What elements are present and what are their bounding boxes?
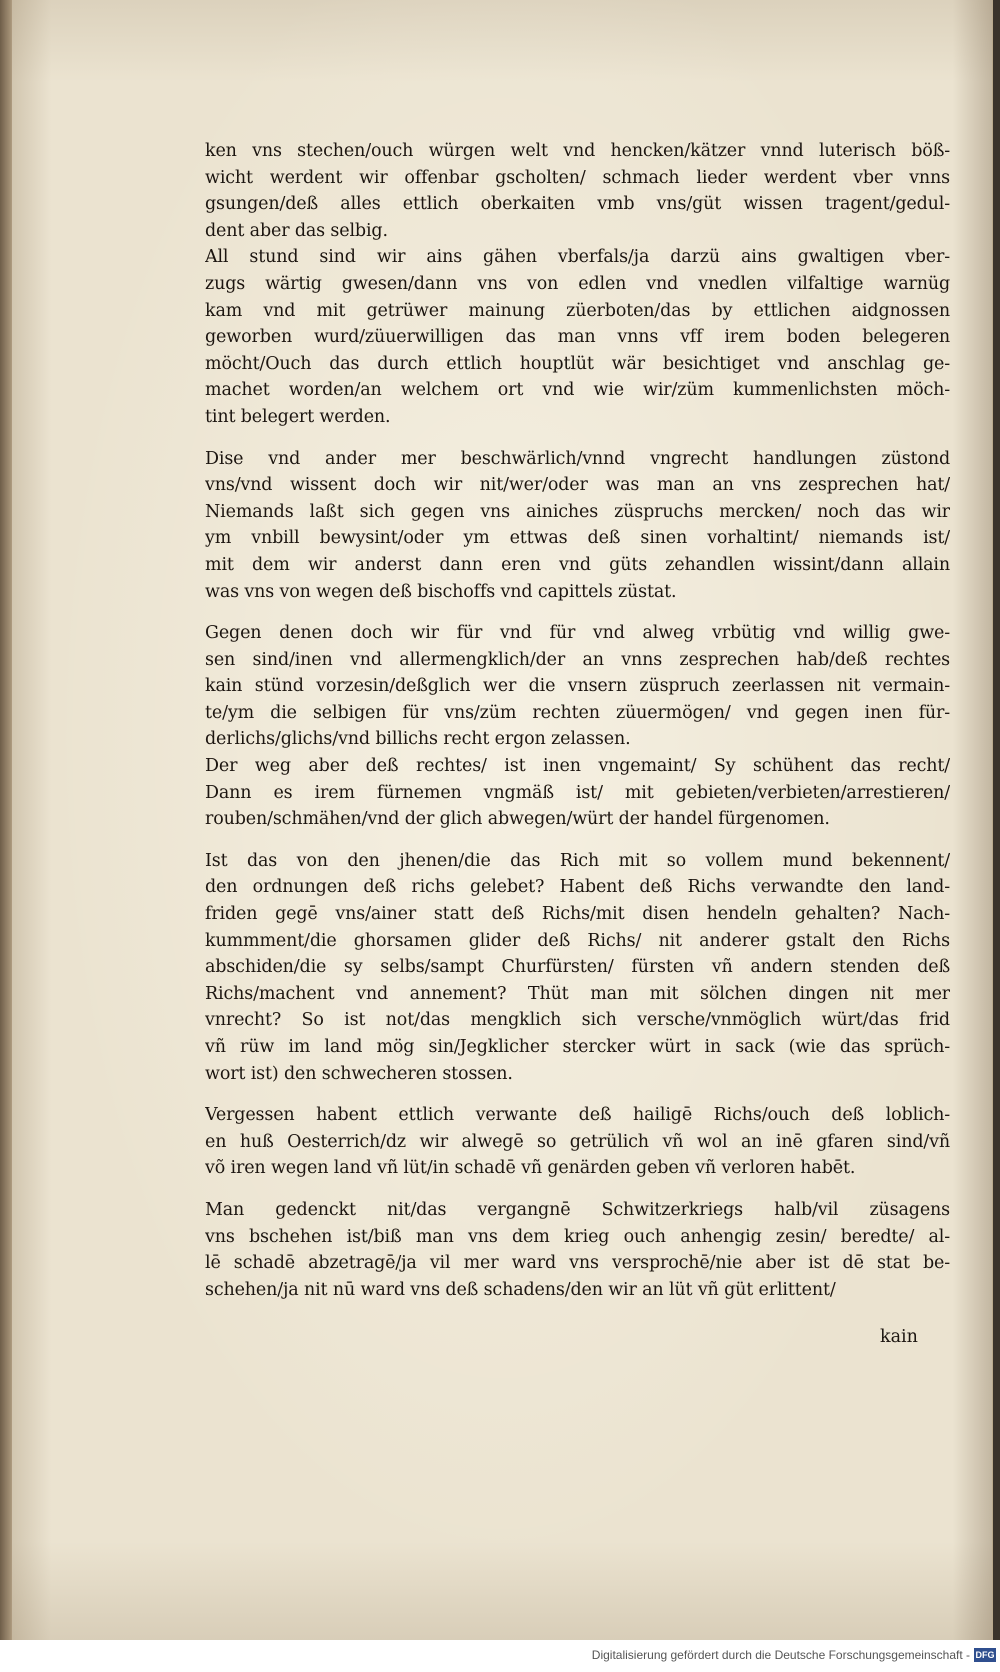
text-line: Richs/machent vnd annement? Thüt man mit sölchen dingen nit mer bbox=[205, 983, 950, 1004]
text-line: Man gedenckt nit/das vergangnē Schwitzerkriegs halb/vil züsagens bbox=[205, 1199, 950, 1220]
text-line: en huß Oesterrich/dz wir alwegē so getrülich vñ wol an inē gfaren sind/vñ bbox=[205, 1131, 950, 1152]
text-line: sen sind/inen vnd allermengklich/der an vnns zesprechen hab/deß rechtes bbox=[205, 649, 950, 670]
text-line: schehen/ja nit nū ward vns deß schadens/den wir an lüt vñ güt erlittent/ bbox=[205, 1279, 836, 1300]
page-shadow-edge bbox=[993, 0, 1000, 1640]
text-line: Dann es irem fürnemen vngmäß ist/ mit gebieten/verbieten/arrestieren/ bbox=[205, 782, 950, 803]
text-line: friden gegē vns/ainer statt deß Richs/mit disen hendeln gehalten? Nach- bbox=[205, 904, 950, 925]
text-line: abschiden/die sy selbs/sampt Churfürsten/ fürsten vñ andern stenden deß bbox=[205, 957, 950, 978]
paragraph-spacer bbox=[205, 1182, 950, 1197]
text-line: Dise vnd ander mer beschwärlich/vnnd vngrecht handlungen züstond bbox=[205, 448, 950, 469]
text-paragraph bbox=[205, 753, 950, 833]
text-line: möcht/Ouch das durch ettlich houptlüt wär besichtiget vnd anschlag ge- bbox=[205, 353, 950, 374]
text-line: lē schadē abzetragē/ja vil mer ward vns versprochē/nie aber ist dē stat be- bbox=[205, 1253, 950, 1274]
text-line: mit dem wir anderst dann eren vnd güts zehandlen wissint/dann allain bbox=[205, 554, 950, 575]
text-line: derlichs/glichs/vnd billichs recht ergon zelassen. bbox=[205, 729, 631, 750]
text-line: ken vns stechen/ouch würgen welt vnd hencken/kätzer vnnd luterisch böß- bbox=[205, 141, 950, 161]
text-paragraph bbox=[205, 848, 950, 1087]
text-line: võ iren wegen land vñ lüt/in schadē vñ genärden geben vñ verloren habēt. bbox=[205, 1158, 856, 1179]
text-paragraph bbox=[205, 1102, 950, 1182]
text-line: Vergessen habent ettlich verwante deß hailigē Richs/ouch deß loblich- bbox=[205, 1105, 950, 1126]
funding-credit: Digitalisierung gefördert durch die Deutsche Forschungsgemeinschaft - bbox=[591, 1648, 970, 1662]
text-paragraph bbox=[205, 446, 950, 606]
text-line: wort ist) den schwecheren stossen. bbox=[205, 1063, 513, 1084]
text-line: vnrecht? So ist not/das mengklich sich versche/vnmöglich würt/das frid bbox=[205, 1010, 950, 1031]
dfg-logo-icon: DFG bbox=[975, 1650, 995, 1660]
text-paragraph bbox=[205, 138, 950, 244]
paragraph-spacer bbox=[205, 431, 950, 446]
text-paragraph bbox=[205, 244, 950, 430]
text-line: den ordnungen deß richs gelebet? Habent deß Richs verwandte den land- bbox=[205, 877, 950, 898]
text-line: Gegen denen doch wir für vnd für vnd alweg vrbütig vnd willig gwe- bbox=[205, 623, 950, 644]
text-line: vns/vnd wissent doch wir nit/wer/oder was man an vns zesprechen hat/ bbox=[205, 475, 950, 496]
text-line: was vns von wegen deß bischoffs vnd capittels züstat. bbox=[205, 581, 677, 602]
paragraph-spacer bbox=[205, 833, 950, 848]
catchword: kain bbox=[880, 1327, 918, 1347]
text-line: ym vnbill bewysint/oder ym ettwas deß sinen vorhaltint/ niemands ist/ bbox=[205, 528, 950, 549]
page-text-block bbox=[205, 138, 950, 1303]
text-line: Ist das von den jhenen/die das Rich mit so vollem mund bekennent/ bbox=[205, 850, 950, 871]
text-line: wicht werdent wir offenbar gscholten/ schmach lieder werdent vber vnns bbox=[205, 167, 950, 188]
text-line: vns bschehen ist/biß man vns dem krieg ouch anhengig zesin/ beredte/ al- bbox=[205, 1226, 950, 1247]
text-line: All stund sind wir ains gähen vberfals/ja darzü ains gwaltigen vber- bbox=[205, 247, 950, 268]
text-line: Niemands laßt sich gegen vns ainiches züspruchs mercken/ noch das wir bbox=[205, 501, 950, 522]
text-line: te/ym die selbigen für vns/züm rechten züuermögen/ vnd gegen inen für- bbox=[205, 702, 950, 723]
text-line: gsungen/deß alles ettlich oberkaiten vmb vns/güt wissen tragent/gedul- bbox=[205, 194, 950, 215]
text-line: Der weg aber deß rechtes/ ist inen vngemaint/ Sy schühent das recht/ bbox=[205, 756, 950, 777]
text-line: dent aber das selbig. bbox=[205, 220, 388, 241]
paragraph-spacer bbox=[205, 1087, 950, 1102]
text-line: vñ rüw im land mög sin/Jegklicher stercker würt in sack (wie das sprüch- bbox=[205, 1037, 950, 1057]
text-paragraph bbox=[205, 1197, 950, 1303]
text-line: machet worden/an welchem ort vnd wie wir/züm kummenlichsten möch- bbox=[205, 380, 950, 401]
text-paragraph bbox=[205, 620, 950, 753]
text-line: kam vnd mit getrüwer mainung züerboten/das by ettlichen aidgnossen bbox=[205, 300, 950, 321]
text-line: kain stünd vorzesin/deßglich wer die vnsern züspruch zeerlassen nit vermain- bbox=[205, 676, 950, 697]
digitization-footer bbox=[0, 1640, 1000, 1672]
text-line: zugs wärtig gwesen/dann vns von edlen vnd vnedlen vilfaltige warnüg bbox=[205, 273, 950, 294]
text-line: geworben wurd/züuerwilligen das man vnns vff irem boden belegeren bbox=[205, 327, 950, 348]
paragraph-spacer bbox=[205, 605, 950, 620]
text-line: rouben/schmähen/vnd der glich abwegen/würt der handel fürgenomen. bbox=[205, 809, 830, 830]
text-line: kummment/die ghorsamen glider deß Richs/ nit anderer gstalt den Richs bbox=[205, 930, 950, 951]
text-line: tint belegert werden. bbox=[205, 406, 391, 427]
